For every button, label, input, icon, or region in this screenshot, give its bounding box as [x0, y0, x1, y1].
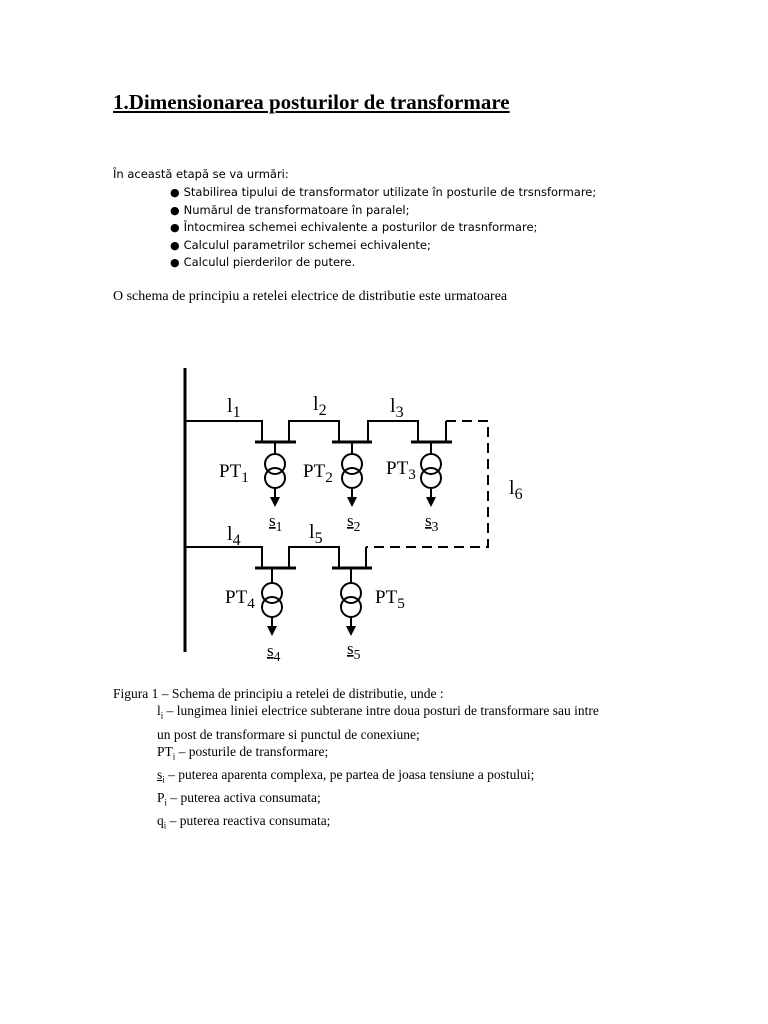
- label-load: $s_4$: [267, 641, 281, 664]
- transformer-pt1: [265, 442, 285, 502]
- feeder-top: [185, 421, 446, 442]
- label-line: $l_3$: [390, 395, 404, 421]
- definition-row: un post de transformare si punctul de conexiune;: [157, 726, 420, 742]
- label-line: $l_4$: [227, 523, 241, 549]
- transformer-pt3: [421, 442, 441, 502]
- distribution-network-diagram: [170, 355, 570, 675]
- lead-text: O schema de principiu a retelei electrice de distributie este urmatoarea: [113, 289, 508, 304]
- label-station: $PT_4$: [225, 587, 255, 612]
- figure-caption: [113, 685, 599, 835]
- label-line: $l_5$: [309, 521, 323, 547]
- list-item: ● Calculul pierderilor de putere.: [170, 254, 596, 272]
- label-line: $l_6$: [509, 477, 523, 503]
- definition-row: $s_i$ – puterea aparenta complexa, pe partea de joasa tensiune a postului;: [157, 767, 535, 785]
- label-station: $PT_5$: [375, 587, 405, 612]
- definition-row: $PT_i$ – posturile de transformare;: [157, 743, 329, 762]
- transformer-pt4: [262, 568, 282, 631]
- bullet-list: [170, 184, 596, 272]
- label-load: $s_3$: [425, 511, 439, 534]
- list-item: ● Numărul de transformatoare în paralel;: [170, 202, 596, 220]
- list-item: ● Întocmirea schemei echivalente a posturilor de trasnformare;: [170, 219, 596, 237]
- label-station: $PT_2$: [303, 461, 333, 486]
- transformer-pt2: [342, 442, 362, 502]
- transformer-pt5: [341, 568, 361, 631]
- list-item: ● Calculul parametrilor schemei echivalente;: [170, 237, 596, 255]
- feeder-bottom: [185, 547, 366, 568]
- label-line: $l_1$: [227, 395, 241, 421]
- label-station: $PT_3$: [386, 458, 416, 483]
- label-load: $s_5$: [347, 639, 361, 662]
- caption-definitions: [157, 702, 599, 835]
- label-load: $s_2$: [347, 511, 361, 534]
- caption-intro: Figura 1 – Schema de principiu a retelei de distributie, unde :: [113, 686, 444, 701]
- definition-row: $P_i$ – puterea activa consumata;: [157, 790, 321, 808]
- label-load: $s_1$: [269, 511, 283, 534]
- definition-row: $q_i$ – puterea reactiva consumata;: [157, 813, 331, 831]
- intro-text: În această etapă se va urmări:: [113, 167, 289, 181]
- label-line: $l_2$: [313, 393, 327, 419]
- page-title: 1.Dimensionarea posturilor de transformare: [113, 90, 510, 114]
- definition-row: $l_i$ – lungimea liniei electrice subterane intre doua posturi de transformare sau intre: [157, 703, 599, 722]
- label-station: $PT_1$: [219, 461, 249, 486]
- list-item: ● Stabilirea tipului de transformator utilizate în posturile de trsnsformare;: [170, 184, 596, 202]
